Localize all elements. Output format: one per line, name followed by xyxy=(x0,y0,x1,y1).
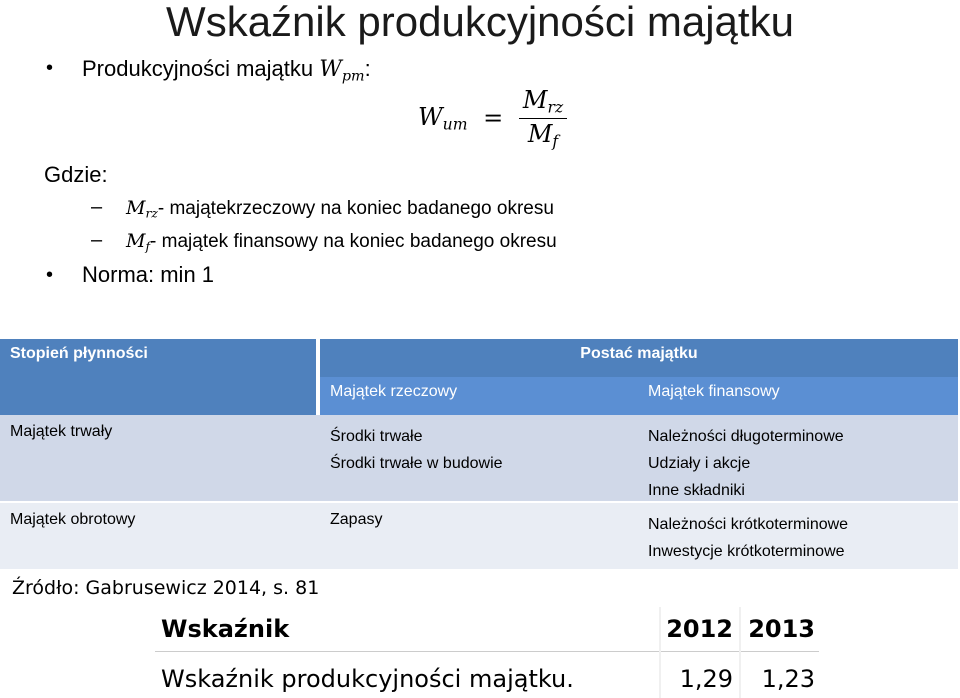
formula-denominator: $M_f$ xyxy=(527,119,559,151)
value-2012: 1,29 xyxy=(679,665,733,693)
group-header: Postać majątku xyxy=(320,339,958,377)
dash-glyph: – xyxy=(91,196,103,218)
indicator-header: Wskaźnik xyxy=(161,615,290,643)
row-finansowy: Należności długoterminowe Udziały i akcje Inne składniki xyxy=(648,428,844,499)
asset-table xyxy=(0,339,958,569)
row-label: Majątek trwały xyxy=(10,423,113,440)
dash-glyph: – xyxy=(91,229,103,251)
bullet-glyph: • xyxy=(46,264,54,286)
formula-equals: = xyxy=(483,104,504,133)
formula-lhs: $W_{um}$ xyxy=(418,102,468,134)
page-title: Wskaźnik produkcyjności majątku xyxy=(166,0,794,45)
subheader-finansowy: Majątek finansowy xyxy=(638,377,958,415)
subheader-rzeczowy: Majątek rzeczowy xyxy=(320,377,638,415)
col1-header: Stopień płynności xyxy=(0,339,316,415)
bullet-productivity xyxy=(82,56,371,84)
formula xyxy=(418,86,567,150)
indicator-table xyxy=(155,607,819,698)
indicator-name: Wskaźnik produkcyjności majątku. xyxy=(161,665,574,693)
column-separator xyxy=(316,339,320,415)
year-2013: 2013 xyxy=(748,615,815,643)
source-note: Źródło: Gabrusewicz 2014, s. 81 xyxy=(12,577,320,599)
symbol-w: W xyxy=(319,57,342,82)
where-label: Gdzie: xyxy=(44,162,108,187)
bullet-productivity-text: Produkcyjności majątku xyxy=(82,56,320,81)
row-label: Majątek obrotowy xyxy=(10,511,136,528)
year-2012: 2012 xyxy=(666,615,733,643)
symbol-w-sub: pm xyxy=(341,68,365,85)
norm-text: Norma: min 1 xyxy=(82,262,215,287)
bullet-suffix: : xyxy=(364,56,371,81)
value-2013: 1,23 xyxy=(761,665,815,693)
row-rzeczowy: Zapasy xyxy=(330,511,383,528)
formula-fraction xyxy=(519,86,567,150)
bullet-glyph: • xyxy=(46,57,54,79)
def-mrz: $M_{rz}-$ majątekrzeczowy na koniec badanego okresu xyxy=(126,197,554,221)
row-separator xyxy=(0,501,958,503)
formula-numerator: $M_{rz}$ xyxy=(519,86,567,119)
def-mf: $M_f-$ majątek finansowy na koniec badanego okresu xyxy=(126,230,557,254)
row-rzeczowy: Środki trwałe Środki trwałe w budowie xyxy=(330,428,503,472)
row-finansowy: Należności krótkoterminowe Inwestycje krótkoterminowe xyxy=(648,516,849,560)
